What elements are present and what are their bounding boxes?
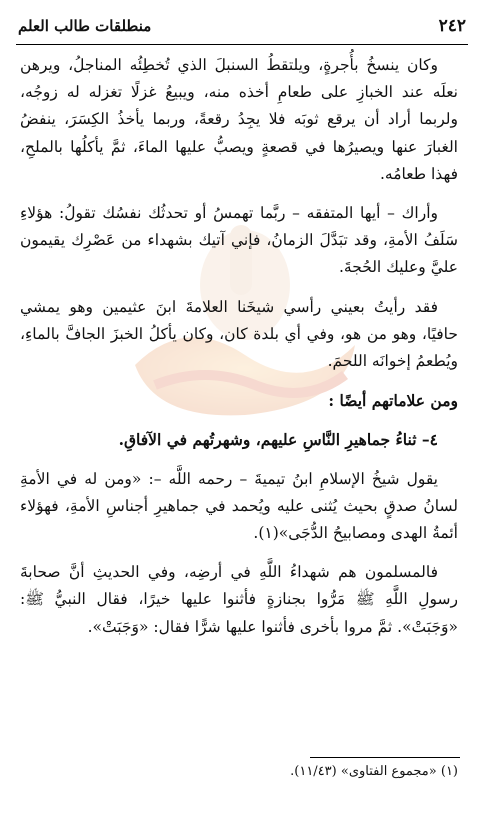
paragraph-salaf-example: وكان ينسخُ بأُجرةٍ، ويلتقطُ السنبلَ الذي تُخطِئُه المناجلُ، ويرهن نعلَه عند الخبازِ على طعامِ أخذه منه، ويبيعُ غزلًا تغزله له زوجُه، ولربما أراد أن يرقع ثوبَه فلا يجِدُ رقعةً، وربما يأخذُ الكِسَرَ، ينفضُ الغبارَ عنها ويصيرُها في قصعةٍ ويصبُّ عليها الماءَ، ثمَّ يأكلُها بالملحِ، فهذا طعامُه. <box>20 56 458 183</box>
page-number: ٢٤٢ <box>438 16 466 36</box>
sign-four-heading: ٤– ثناءُ جماهيرِ النَّاسِ عليهم، وشهرتُهم في الآفاقِ. <box>118 430 438 450</box>
running-title: منطلقات طالب العلم <box>18 17 152 35</box>
page-header <box>18 14 466 38</box>
body-text <box>20 52 458 641</box>
footnote-divider <box>310 757 460 758</box>
paragraph-ibn-taymiyyah-quote: يقول شيخُ الإسلامِ ابنُ تيميةَ – رحمه اللَّه –: «ومن له في الأمةِ لسانُ صدقٍ بحيث يُثنى عليه ويُحمد في جماهيرِ أجناسِ الأمةِ، فهؤلاء أئمةُ الهدى ومصابيحُ الدُّجَى»(١). <box>20 469 458 543</box>
section-heading: ومن علاماتهم أيضًا : <box>328 391 458 411</box>
footnote: (١) «مجموع الفتاوى» (١١/٤٣). <box>290 764 458 779</box>
paragraph-hadith: فالمسلمون هم شهداءُ اللَّهِ في أرضِه، وفي الحديثِ أنَّ صحابةَ رسولِ اللَّهِ ﷺ مَرُّوا بجنازةٍ فأثنوا عليها خيرًا، فقال النبيُّ ﷺ: «وَجَبَتْ». ثمَّ مروا بأخرى فأثنوا عليها شرًّا فقال: «وَجَبَتْ». <box>20 563 458 636</box>
paragraph-ibn-uthaymeen: فقد رأيتُ بعيني رأسي شيخَنا العلامةَ ابنَ عثيمين وهو يمشي حافيًا، وهو من هو، وفي أي بلدة كان، وكان يأكلُ الخبزَ الجافَّ بالماءِ، ويُطعمُ إخوانَه اللحمَ. <box>20 297 458 371</box>
header-divider <box>16 44 468 45</box>
paragraph-address-reader: وأراك – أيها المتفقه – ربَّما تهمسُ أو تحدثُك نفسُك تقولُ: هؤلاءِ سَلَفُ الأمةِ، وقد تبَدَّلَ الزمانُ، فإني آتيك بشهداء من عَصْرِك يقيمون عليَّ وعليك الحُجةَ. <box>20 204 458 277</box>
